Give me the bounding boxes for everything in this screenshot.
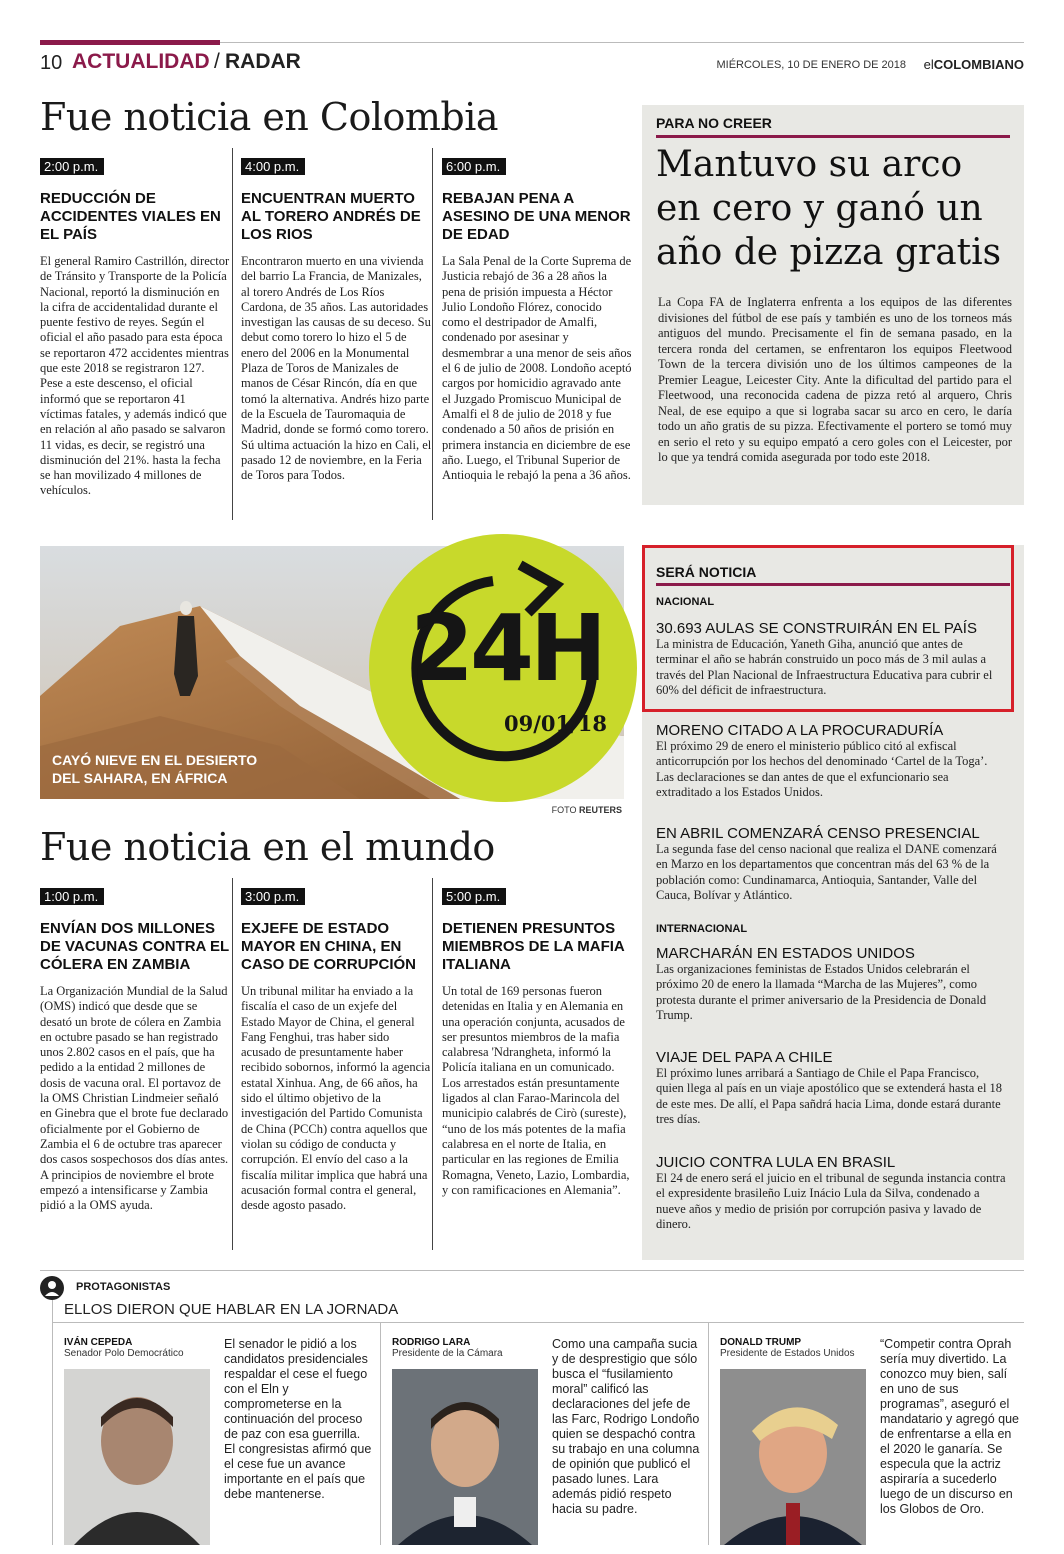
item-body: El 24 de enero será el juicio en el tribunal de segunda instancia contra el expresidente brasileño Luiz Inácio Lula da Silva, condenado a nueve años y medio de prisión por corrupción pasiva y lavado de dinero. <box>656 1171 1006 1232</box>
protagonist-photo <box>64 1369 210 1545</box>
item-headline: VIAJE DEL PAPA A CHILE <box>656 1049 833 1066</box>
sera-noticia-item <box>656 825 1006 904</box>
story-body: Un tribunal militar ha enviado a la fiscalía el caso de un exjefe del Estado Mayor de China, el general Fang Fenghui, tras haber sido acusado de presuntamente haber recibido sobornos, informó la agencia estatal Xinhua. Ang, de 66 años, ha sido el último objetivo de la investigación del Partido Comunista de China (PCCh) contra aquellos que violan su código de conducta y corrupción. El envío del caso a la fiscalía militar implica que habrá una acusación formal contra el general, desde agosto pasado. <box>241 984 431 1213</box>
time-badge: 1:00 p.m. <box>40 888 104 905</box>
item-headline: 30.693 AULAS SE CONSTRUIRÁN EN EL PAÍS <box>656 620 977 637</box>
logo-name: COLOMBIANO <box>933 57 1024 72</box>
protagonistas-subtitle: ELLOS DIERON QUE HABLAR EN LA JORNADA <box>64 1301 399 1318</box>
para-no-creer-panel <box>642 105 1024 505</box>
mundo-title: Fue noticia en el mundo <box>40 825 495 869</box>
section-slash: / <box>214 50 220 73</box>
protagonist-divider <box>708 1322 709 1545</box>
protagonist-name: RODRIGO LARA <box>392 1337 471 1348</box>
item-body: La segunda fase del censo nacional que realiza el DANE comenzará en Marzo en los departamentos que concentran más del 63 % de la población como: Cundinamarca, Antioquia, Santander, Valle del Cauca, Bolívar y Atlántico. <box>656 842 997 903</box>
mundo-column-3 <box>432 878 632 1250</box>
protagonist-role: Presidente de Estados Unidos <box>720 1348 855 1359</box>
colombia-column-1 <box>40 158 230 499</box>
story-headline: EXJEFE DE ESTADO MAYOR EN CHINA, EN CASO DE CORRUPCIÓN <box>241 920 417 973</box>
internacional-label: INTERNACIONAL <box>656 923 748 935</box>
item-body: El próximo lunes arribará a Santiago de Chile el Papa Francisco, quien llega al país en un viaje apostólico que se extenderá hasta el 18 de este mes. De allí, el Papa sañdrá hacia Lima, donde estará durante tres días. <box>656 1066 1003 1127</box>
photo-caption-line: DEL SAHARA, EN ÁFRICA <box>52 770 228 786</box>
protagonistas-vertical-rule <box>52 1300 53 1545</box>
protagonist-photo <box>720 1369 866 1545</box>
protagonist-role: Senador Polo Democrático <box>64 1348 184 1359</box>
protagonist-quote: “Competir contra Oprah sería muy divertido. La conozco muy bien, salí en uno de sus programas”, aseguró el mandatario y agregó que de enfrentarse a ella en el 2020 le ganaría. Se especula que la actriz aspiraría a sucederlo luego de un discurso en los Globos de Oro. <box>880 1337 1019 1516</box>
story-headline: ENVÍAN DOS MILLONES DE VACUNAS CONTRA EL CÓLERA EN ZAMBIA <box>40 920 229 973</box>
panel-rule <box>656 135 1010 138</box>
24h-text: 24H <box>410 595 604 702</box>
page-number: 10 <box>40 52 63 74</box>
story-headline: DETIENEN PRESUNTOS MIEMBROS DE LA MAFIA ITALIANA <box>442 920 625 973</box>
protagonist-divider <box>380 1322 381 1545</box>
time-badge: 6:00 p.m. <box>442 158 506 175</box>
protagonist-name: DONALD TRUMP <box>720 1337 802 1348</box>
story-body: Encontraron muerto en una vivienda del barrio La Francia, de Manizales, al torero Andrés de Los Ríos Cardona, de 35 años. Las autoridades investigan las causas de su deceso. Su debut como torero lo hizo el 5 de enero del 2006 en la Monumental Plaza de Toros de Manizales de manos de César Rincón, día en que tomó la alternativa. Andrés hizo parte de la Escuela de Tauromaquia de Madrid, donde se formó como torero. Sú ultima actuación la hizo en Cali, el pasado 12 de noviembre, en la Feria de Toros para Todos. <box>241 254 432 483</box>
item-body: El próximo 29 de enero el ministerio público citó al exfiscal anticorrupción por los hechos del denominado ‘Cartel de la Toga’. Las declaraciones se dan antes de que el exfuncionario sea extraditado a los Estados Unidos. <box>656 739 988 800</box>
mundo-column-1 <box>40 888 230 1213</box>
sera-noticia-panel <box>642 545 1024 1260</box>
time-badge: 3:00 p.m. <box>241 888 305 905</box>
para-no-creer-body: La Copa FA de Inglaterra enfrenta a los equipos de las diferentes divisiones del fútbol de ese país y también es uno de los torneos más antiguos del mundo. Precisamente el fin de semana pasado, en la tercera ronda del certamen, se enfrentaron los equipos Fleetwood Town de la tercera división uno de los últimos campeones de la Premier League, Leicester City. Ante la dificultad del partido para el Fleetwood, una reconocida cadena de pizza retó al arquero, Chris Neal, de ese equipo a que si lograba sacar su arco en cero, le daría todo un año gratis de su pizza. Efectivamente el portero se tomó muy en serio el reto y su equipo empató a cero goles con el Leicester, por lo que ya tendrá comida asegurada por todo este 2018. <box>658 295 1012 464</box>
section-color-bar <box>40 40 220 45</box>
story-headline: REDUCCIÓN DE ACCIDENTES VIALES EN EL PAÍS <box>40 190 221 243</box>
sera-noticia-item <box>656 945 1006 1024</box>
item-headline: MARCHARÁN EN ESTADOS UNIDOS <box>656 945 915 962</box>
sera-noticia-item <box>656 1154 1006 1233</box>
sera-noticia-item <box>656 722 1006 801</box>
issue-date: MIÉRCOLES, 10 DE ENERO DE 2018 <box>716 59 906 71</box>
sera-noticia-item <box>656 620 1006 699</box>
story-body: El general Ramiro Castrillón, director de Tránsito y Transporte de la Policía Nacional, reportó la disminución en la cifra de accidentalidad durante el puente festivo de reyes. Según el oficial el año pasado para esta época se reportaron 472 accidentes mientras que este 2018 se registraron 127. Pese a este descenso, el oficial informó que se reportaron 41 víctimas fatales, y además indicó que en relación al año pasado se salvaron 11 vidas, es decir, se registró una disminución del 21%. hasta la fecha se han movilizado 4 millones de vehículos. <box>40 254 230 498</box>
protagonist-card <box>64 1337 374 1547</box>
section-name: ACTUALIDAD <box>72 50 210 73</box>
story-body: La Organización Mundial de la Salud (OMS) indicó que desde que se desató un brote de cólera en Zambia en octubre pasado se han registrado unos 2.802 casos en el país, que ha pedido a la entidad 2 millones de dosis de vacuna oral. El portavoz de la OMS Christian Lindmeier señaló en Ginebra que el brote fue declarado oficialmente por el Gobierno de Zambia el 6 de octubre tras aparecer dos casos sospechosos dos días antes. A principios de noviembre el brote empezó a intensificarse y Zambia pidió a la OMS ayuda. <box>40 984 229 1213</box>
time-badge: 2:00 p.m. <box>40 158 104 175</box>
subsection-name: RADAR <box>225 50 301 73</box>
item-headline: MORENO CITADO A LA PROCURADURÍA <box>656 722 944 739</box>
panel-label: SERÁ NOTICIA <box>656 564 757 580</box>
panel-label: PARA NO CREER <box>656 115 772 131</box>
story-body: La Sala Penal de la Corte Suprema de Justicia rebajó de 36 a 28 años la pena de prisión impuesta a Héctor Julio Londoño Flórez, conocido como el destripador de Amalfi, condenado por asesinar y desmembrar a una menor de seis años el 6 de julio de 2008. Londoño aceptó cargos por homicidio agravado ante el Juzgado Promiscuo Municipal de Amalfi el 8 de julio de 2018 y fue condenado a 50 años de prisión en primera instancia en diciembre de ese año. Luego, el Tribunal Superior de Antioquia le rebajó la pena a 36 años. <box>442 254 632 483</box>
credit-prefix: FOTO <box>551 805 577 815</box>
story-headline: REBAJAN PENA A ASESINO DE UNA MENOR DE EDAD <box>442 190 631 243</box>
protagonist-quote: Como una campaña sucia y de desprestigio que sólo busca el “fusilamiento moral” calificó las declaraciones del jefe de las Farc, Rodrigo Londoño quien se despachó contra su trabajo en una columna de opinión que publicó el pasado lunes. Lara además pidió respeto hacia su padre. <box>552 1337 700 1516</box>
protagonistas-subrule <box>52 1322 1024 1323</box>
colombia-column-3 <box>432 148 632 520</box>
person-icon <box>40 1276 64 1300</box>
sera-noticia-item <box>656 1049 1006 1128</box>
time-badge: 5:00 p.m. <box>442 888 506 905</box>
item-body: La ministra de Educación, Yaneth Giha, anunció que antes de terminar el año se habrán construido un poco más de 3 mil aulas a través del Plan Nacional de Infraestructura Educativa para cubrir el 60% del déficit de infraestructura. <box>656 637 993 698</box>
story-headline: ENCUENTRAN MUERTO AL TORERO ANDRÉS DE LOS RIOS <box>241 190 421 243</box>
colombia-title: Fue noticia en Colombia <box>40 95 499 139</box>
photo-credit <box>552 805 622 815</box>
logo-prefix: el <box>923 57 934 72</box>
protagonistas-rule <box>40 1270 1024 1271</box>
protagonistas-label: PROTAGONISTAS <box>76 1281 171 1293</box>
newspaper-logo <box>924 57 1024 72</box>
mundo-column-2 <box>232 878 432 1250</box>
panel-rule <box>656 583 1010 586</box>
24h-date: 09/01/18 <box>504 711 608 736</box>
item-headline: EN ABRIL COMENZARÁ CENSO PRESENCIAL <box>656 825 980 842</box>
para-no-creer-title: Mantuvo su arco en cero y ganó un año de pizza gratis <box>656 144 1002 273</box>
item-headline: JUICIO CONTRA LULA EN BRASIL <box>656 1154 896 1171</box>
photo-caption-line: CAYÓ NIEVE EN EL DESIERTO <box>52 752 258 768</box>
nacional-label: NACIONAL <box>656 596 715 608</box>
protagonist-quote: El senador le pidió a los candidatos presidenciales respaldar el cese el fuego con el Eln y comprometerse en la continuación del proceso de paz con esa guerrilla. El congresistas afirmó que el cese fue un avance importante en el país que debe mantenerse. <box>224 1337 372 1501</box>
protagonist-role: Presidente de la Cámara <box>392 1348 503 1359</box>
credit-name: REUTERS <box>578 805 622 815</box>
page-header <box>40 50 1024 78</box>
item-body: Las organizaciones feministas de Estados Unidos celebrarán el próximo 20 de enero la llamada “Marcha de las Mujeres”, como protesta durante el primer aniversario de la Presidencia de Donald Trump. <box>656 962 987 1023</box>
protagonist-name: IVÁN CEPEDA <box>64 1337 133 1348</box>
header-rule <box>220 42 1024 43</box>
protagonist-card <box>392 1337 702 1547</box>
24h-badge <box>368 533 638 803</box>
time-badge: 4:00 p.m. <box>241 158 305 175</box>
protagonist-photo <box>392 1369 538 1545</box>
colombia-column-2 <box>232 148 432 520</box>
protagonist-card <box>720 1337 1024 1547</box>
story-body: Un total de 169 personas fueron detenidas en Italia y en Alemania en una operación conjunta, acusados de ser presuntos miembros de la mafia calabresa 'Ndrangheta, informó la Policía italiana en un comunicado. Los arrestados están presuntamente ligados al clan Farao-Marincola del municipio calabrés de Cirò (sureste), “uno de los más potentes de la mafia calabresa en el norte de Italia, en particular en las regiones de Emilia Romagna, Veneto, Lazio, Lombardia, y con ramificaciones en Alemania”. <box>442 984 630 1197</box>
photo-caption <box>52 751 257 787</box>
